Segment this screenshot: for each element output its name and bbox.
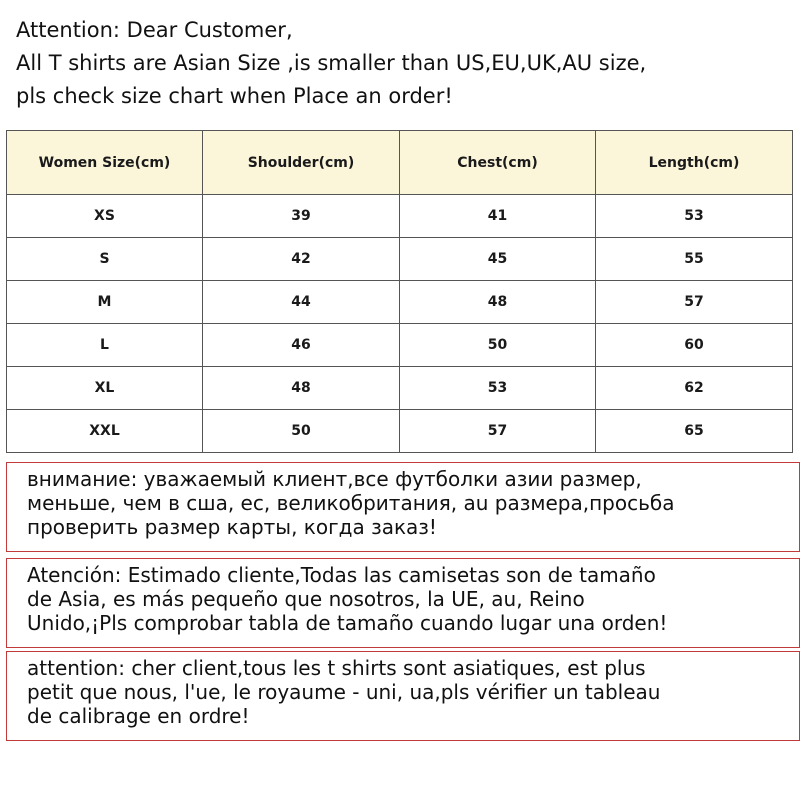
cell-shoulder: 39 bbox=[203, 195, 400, 238]
cell-chest: 48 bbox=[400, 281, 596, 324]
cell-chest: 45 bbox=[400, 238, 596, 281]
cell-length: 65 bbox=[596, 410, 793, 453]
cell-length: 53 bbox=[596, 195, 793, 238]
table-row bbox=[7, 238, 793, 281]
cell-length: 55 bbox=[596, 238, 793, 281]
notice-line: внимание: уважаемый клиент,все футболки азии размер, bbox=[27, 467, 642, 491]
cell-chest: 41 bbox=[400, 195, 596, 238]
notice-line: Unido,¡Pls comprobar tabla de tamaño cuando lugar una orden! bbox=[27, 611, 668, 635]
cell-length: 62 bbox=[596, 367, 793, 410]
table-row bbox=[7, 281, 793, 324]
table-row bbox=[7, 367, 793, 410]
cell-chest: 53 bbox=[400, 367, 596, 410]
cell-chest: 57 bbox=[400, 410, 596, 453]
column-header-size: Women Size(cm) bbox=[7, 131, 203, 195]
attention-header bbox=[16, 14, 646, 113]
notice-russian bbox=[6, 462, 800, 552]
column-header-shoulder: Shoulder(cm) bbox=[203, 131, 400, 195]
table-row bbox=[7, 324, 793, 367]
cell-size: M bbox=[7, 281, 203, 324]
table-row bbox=[7, 410, 793, 453]
cell-size: S bbox=[7, 238, 203, 281]
notice-line: attention: cher client,tous les t shirts sont asiatiques, est plus bbox=[27, 656, 646, 680]
header-line: Attention: Dear Customer, bbox=[16, 18, 293, 42]
notice-line: de calibrage en ordre! bbox=[27, 704, 250, 728]
column-header-chest: Chest(cm) bbox=[400, 131, 596, 195]
cell-shoulder: 48 bbox=[203, 367, 400, 410]
cell-length: 60 bbox=[596, 324, 793, 367]
cell-size: XL bbox=[7, 367, 203, 410]
cell-size: L bbox=[7, 324, 203, 367]
notice-spanish bbox=[6, 558, 800, 648]
cell-shoulder: 44 bbox=[203, 281, 400, 324]
notice-line: проверить размер карты, когда заказ! bbox=[27, 515, 437, 539]
column-header-length: Length(cm) bbox=[596, 131, 793, 195]
cell-shoulder: 46 bbox=[203, 324, 400, 367]
cell-shoulder: 42 bbox=[203, 238, 400, 281]
header-line: pls check size chart when Place an order! bbox=[16, 84, 453, 108]
size-chart-table bbox=[6, 130, 793, 453]
notice-line: меньше, чем в сша, ес, великобритания, au размера,просьба bbox=[27, 491, 675, 515]
notice-line: de Asia, es más pequeño que nosotros, la UE, au, Reino bbox=[27, 587, 585, 611]
table-row bbox=[7, 195, 793, 238]
header-line: All T shirts are Asian Size ,is smaller than US,EU,UK,AU size, bbox=[16, 51, 647, 75]
cell-chest: 50 bbox=[400, 324, 596, 367]
cell-size: XXL bbox=[7, 410, 203, 453]
table-header-row bbox=[7, 131, 793, 195]
notice-line: petit que nous, l'ue, le royaume - uni, ua,pls vérifier un tableau bbox=[27, 680, 661, 704]
cell-size: XS bbox=[7, 195, 203, 238]
notice-line: Atención: Estimado cliente,Todas las camisetas son de tamaño bbox=[27, 563, 656, 587]
cell-shoulder: 50 bbox=[203, 410, 400, 453]
notice-french bbox=[6, 651, 800, 741]
cell-length: 57 bbox=[596, 281, 793, 324]
